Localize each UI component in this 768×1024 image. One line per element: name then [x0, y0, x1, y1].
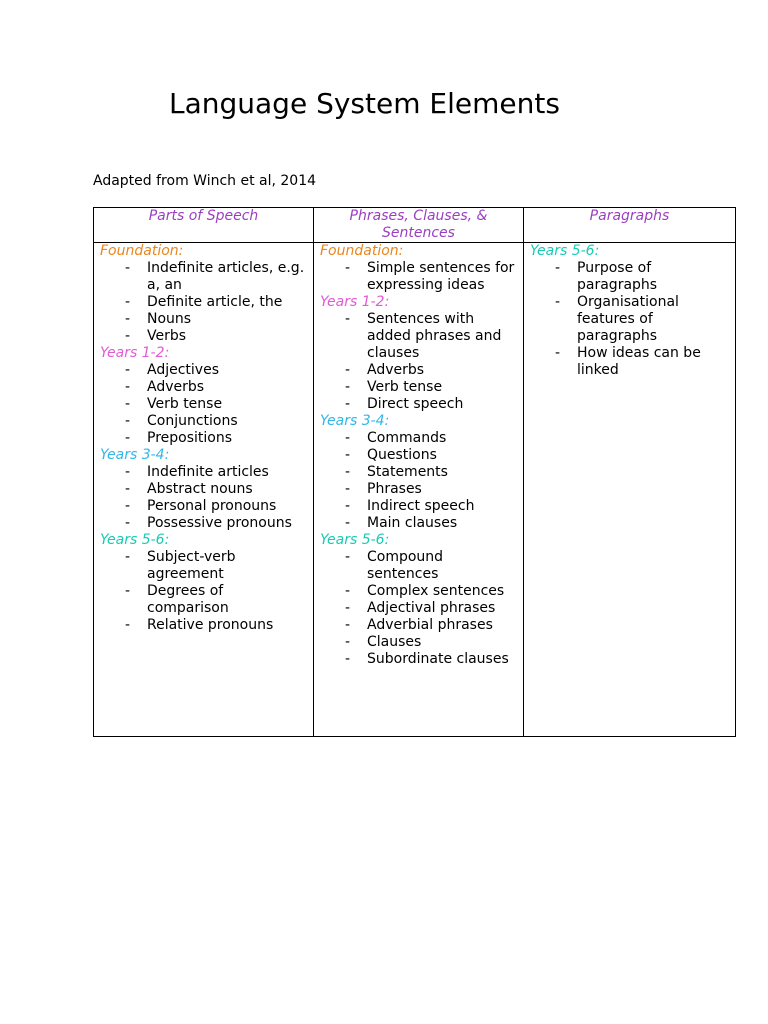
- stage-item-list: [320, 430, 517, 532]
- cell-phrases-clauses-sentences: [314, 243, 524, 737]
- list-item: - Indirect speech: [320, 498, 517, 515]
- list-item: - Possessive pronouns: [100, 515, 307, 532]
- list-item: - Indefinite articles: [100, 464, 307, 481]
- stage-heading: Years 3-4:: [320, 413, 390, 429]
- list-item: - Purpose of paragraphs: [530, 260, 729, 294]
- list-item: - Direct speech: [320, 396, 517, 413]
- stage-heading: Years 5-6:: [320, 532, 390, 548]
- list-item: - Abstract nouns: [100, 481, 307, 498]
- list-item: - Indefinite articles, e.g. a, an: [100, 260, 307, 294]
- list-item: - Nouns: [100, 311, 307, 328]
- cell-parts-of-speech: [94, 243, 314, 737]
- list-item: - Adverbial phrases: [320, 617, 517, 634]
- column-heading-paragraphs: Paragraphs: [524, 208, 736, 243]
- list-item: - Sentences with added phrases and clauses: [320, 311, 517, 362]
- table-header-row: [94, 208, 736, 243]
- stage-item-list: [530, 260, 729, 379]
- language-elements-table: [93, 207, 736, 737]
- list-item: - Commands: [320, 430, 517, 447]
- stage-item-list: [100, 464, 307, 532]
- stage-heading: Foundation:: [320, 243, 404, 259]
- list-item: - Verb tense: [320, 379, 517, 396]
- table-body-row: [94, 243, 736, 737]
- stage-item-list: [320, 549, 517, 668]
- stage-item-list: [320, 260, 517, 294]
- list-item: - Organisational features of paragraphs: [530, 294, 729, 345]
- source-caption: Adapted from Winch et al, 2014: [93, 173, 317, 189]
- stage-heading: Foundation:: [100, 243, 184, 259]
- stage-item-list: [100, 362, 307, 447]
- list-item: - Questions: [320, 447, 517, 464]
- list-item: - Adjectival phrases: [320, 600, 517, 617]
- list-item: - Definite article, the: [100, 294, 307, 311]
- stage-item-list: [100, 260, 307, 345]
- list-item: - Clauses: [320, 634, 517, 651]
- list-item: - Statements: [320, 464, 517, 481]
- list-item: - Verb tense: [100, 396, 307, 413]
- list-item: - Adverbs: [100, 379, 307, 396]
- list-item: - Personal pronouns: [100, 498, 307, 515]
- stage-item-list: [100, 549, 307, 634]
- column-heading-parts-of-speech: Parts of Speech: [94, 208, 314, 243]
- list-item: - Adverbs: [320, 362, 517, 379]
- list-item: - Complex sentences: [320, 583, 517, 600]
- stage-item-list: [320, 311, 517, 413]
- stage-heading: Years 5-6:: [100, 532, 170, 548]
- list-item: - Conjunctions: [100, 413, 307, 430]
- stage-heading: Years 3-4:: [100, 447, 170, 463]
- list-item: - Degrees of comparison: [100, 583, 307, 617]
- list-item: - How ideas can be linked: [530, 345, 729, 379]
- list-item: - Relative pronouns: [100, 617, 307, 634]
- list-item: - Prepositions: [100, 430, 307, 447]
- stage-heading: Years 1-2:: [320, 294, 390, 310]
- list-item: - Adjectives: [100, 362, 307, 379]
- list-item: - Verbs: [100, 328, 307, 345]
- document-title: Language System Elements: [169, 87, 560, 120]
- stage-heading: Years 1-2:: [100, 345, 170, 361]
- list-item: - Phrases: [320, 481, 517, 498]
- list-item: - Simple sentences for expressing ideas: [320, 260, 517, 294]
- column-heading-phrases-clauses-sentences: Phrases, Clauses, & Sentences: [314, 208, 524, 243]
- cell-paragraphs: [524, 243, 736, 737]
- stage-heading: Years 5-6:: [530, 243, 600, 259]
- list-item: - Subordinate clauses: [320, 651, 517, 668]
- list-item: - Subject-verb agreement: [100, 549, 307, 583]
- list-item: - Main clauses: [320, 515, 517, 532]
- list-item: - Compound sentences: [320, 549, 517, 583]
